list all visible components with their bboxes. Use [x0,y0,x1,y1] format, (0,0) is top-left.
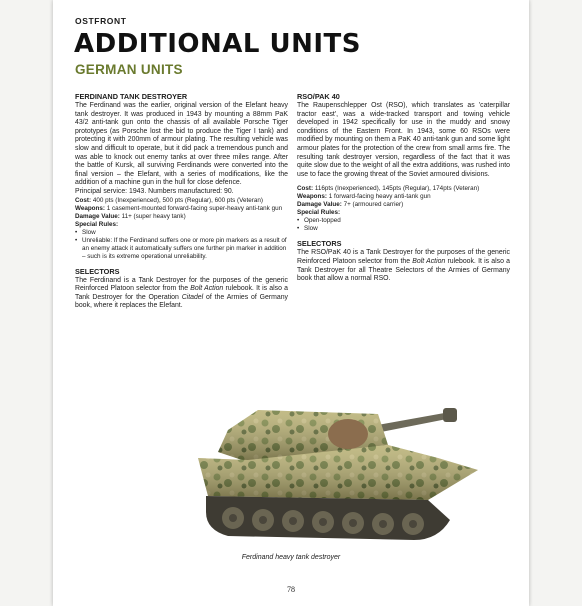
ferdinand-tank-photo [188,400,494,550]
rules-label: Special Rules: [75,220,119,228]
damage-label: Damage Value: [75,212,120,220]
cost-value: 400 pts (Inexperienced), 500 pts (Regular), 600 pts (Veteran) [92,196,263,204]
cost-label: Cost: [297,185,314,193]
ferdinand-rules-list [75,229,288,261]
rule-item: • Unreliable: If the Ferdinand suffers one or more pin markers as a result of an enemy attack it automatically suffers one further pin marker in addition – such is its extreme operational unreliability. [75,237,288,261]
ferdinand-body: The Ferdinand was the earlier, original version of the Elefant heavy tank destroyer. It was produced in 1943 by mounting a 88mm PaK 43/2 anti-tank gun onto the chassis of all available Porsche Tiger prototypes (as Porsche lost the bid to produce the Tiger I tank) and protecting it with 200mm of armour plating. The resulting vehicle was slow and difficult to operate, but it did pack a tremendous punch and was able to knock out enemy tanks at over three miles range. After the battle of Kursk, all surviving Ferdinands were converted into the final version – the Elefant, with a series of modifications, like the addition of a machine gun in the hull for close defence. [75,102,288,187]
damage-value: 7+ (armoured carrier) [343,201,404,209]
ferdinand-selectors-text: The Ferdinand is a Tank Destroyer for the purposes of the generic Reinforced Platoon selector from the Bolt Action rulebook. It is also a Tank Destroyer for the Operation Citadel of the Armies of Germany book, where it replaces the Elefant. [75,276,288,310]
rso-rules-list [297,217,510,233]
page-title: ADDITIONAL UNITS [74,29,361,59]
rule-item: • Slow [297,225,510,233]
rso-selectors-text: The RSO/PaK 40 is a Tank Destroyer for the purposes of the generic Reinforced Platoon selector from the Bolt Action rulebook. It is also a Tank Destroyer for all Theatre Selectors of the Armies of Germany book that allow a normal RSO. [297,249,510,283]
cost-value: 116pts (Inexperienced), 145pts (Regular), 174pts (Veteran) [314,185,480,193]
ferdinand-selectors-heading: SELECTORS [75,266,120,276]
rule-item: • Slow [75,229,288,237]
photo-caption: Ferdinand heavy tank destroyer [241,554,341,561]
ferdinand-damage [75,213,288,221]
weapons-label: Weapons: [75,204,105,212]
weapons-value: 1 forward-facing heavy anti-tank gun [328,193,431,201]
rso-damage [297,201,510,209]
rso-weapons [297,193,510,201]
ferdinand-rules-label [75,221,288,229]
rule-item: • Open-topped [297,217,510,225]
ferdinand-weapons [75,205,288,213]
ferdinand-cost [75,197,288,205]
rso-body: The Raupenschlepper Ost (RSO), which translates as 'caterpillar tractor east', was a wide-tracked transport and towing vehicle developed in 1942 specifically for use in the muddy and snowy conditions of the Eastern Front. In 1943, some 60 RSOs were modified by mounting on them a PaK 40 anti-tank gun and some light armour plates for the protection of the crew from small arms fire. The resulting tank destroyer version, regardless of the fact that it was quite slow due to the weight of all the extra additions, was rushed into use to face the growing threat of the Soviet armoured divisions. [297,102,510,178]
left-column [75,92,288,311]
rso-selectors-heading: SELECTORS [297,239,342,249]
document-page [53,0,529,606]
rules-label: Special Rules: [297,209,341,217]
rso-heading: RSO/PAK 40 [297,92,340,101]
right-column [297,92,510,284]
rso-rules-label [297,209,510,217]
weapons-value: 1 casement-mounted forward-facing super-heavy anti-tank gun [106,204,283,212]
rso-cost [297,185,510,193]
damage-value: 11+ (super heavy tank) [121,212,186,220]
cost-label: Cost: [75,196,92,204]
page-subtitle: GERMAN UNITS [75,62,183,77]
weapons-label: Weapons: [297,193,327,201]
page-number: 78 [287,585,295,594]
section-header: OSTFRONT [75,16,127,26]
ferdinand-principal-service: Principal service: 1943. Numbers manufactured: 90. [75,187,234,195]
ferdinand-heading: FERDINAND TANK DESTROYER [75,92,188,101]
damage-label: Damage Value: [297,201,342,209]
